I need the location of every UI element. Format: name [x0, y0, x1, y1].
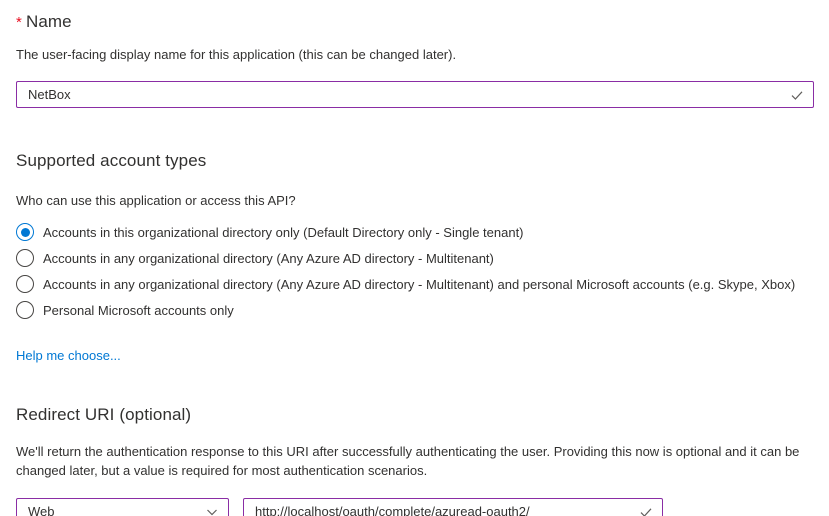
redirect-uri-description: We'll return the authentication response to this URI after successfully authenticating the user. Providing this now is optional and it can be changed later, but a value is required for most authentication scenarios. — [16, 444, 800, 478]
name-title-text: Name — [25, 12, 72, 31]
radio-option-multitenant-personal[interactable] — [16, 271, 813, 297]
name-description: The user-facing display name for this application (this can be changed later). — [16, 47, 457, 62]
radio-option-label: Accounts in any organizational directory (Any Azure AD directory - Multitenant) — [43, 250, 494, 266]
radio-option-label: Accounts in this organizational directory only (Default Directory only - Single tenant) — [43, 224, 524, 240]
account-types-radio-group — [16, 219, 813, 323]
account-types-title: Supported account types — [16, 151, 207, 170]
platform-select[interactable] — [16, 498, 229, 516]
chevron-down-icon — [205, 505, 219, 516]
platform-select-value: Web — [28, 504, 55, 516]
radio-icon — [16, 223, 34, 241]
radio-icon — [16, 249, 34, 267]
radio-option-multitenant[interactable] — [16, 245, 813, 271]
uri-field-wrap — [243, 498, 663, 516]
radio-icon — [16, 301, 34, 319]
name-input[interactable] — [16, 81, 814, 108]
redirect-uri-input[interactable] — [243, 498, 663, 516]
redirect-uri-title: Redirect URI (optional) — [16, 405, 192, 424]
checkmark-icon — [638, 504, 654, 516]
redirect-uri-row — [16, 498, 813, 516]
radio-option-label: Accounts in any organizational directory (Any Azure AD directory - Multitenant) and personal Microsoft accounts (e.g. Skype, Xbox) — [43, 276, 796, 292]
checkmark-icon — [789, 87, 805, 103]
radio-option-label: Personal Microsoft accounts only — [43, 302, 234, 318]
radio-icon — [16, 275, 34, 293]
radio-option-single-tenant[interactable] — [16, 219, 813, 245]
name-field-wrap — [16, 81, 814, 108]
name-section-title — [16, 0, 813, 32]
required-asterisk: * — [16, 14, 22, 31]
radio-option-personal-only[interactable] — [16, 297, 813, 323]
account-types-question: Who can use this application or access this API? — [16, 193, 296, 208]
help-me-choose-link[interactable]: Help me choose... — [16, 348, 121, 363]
